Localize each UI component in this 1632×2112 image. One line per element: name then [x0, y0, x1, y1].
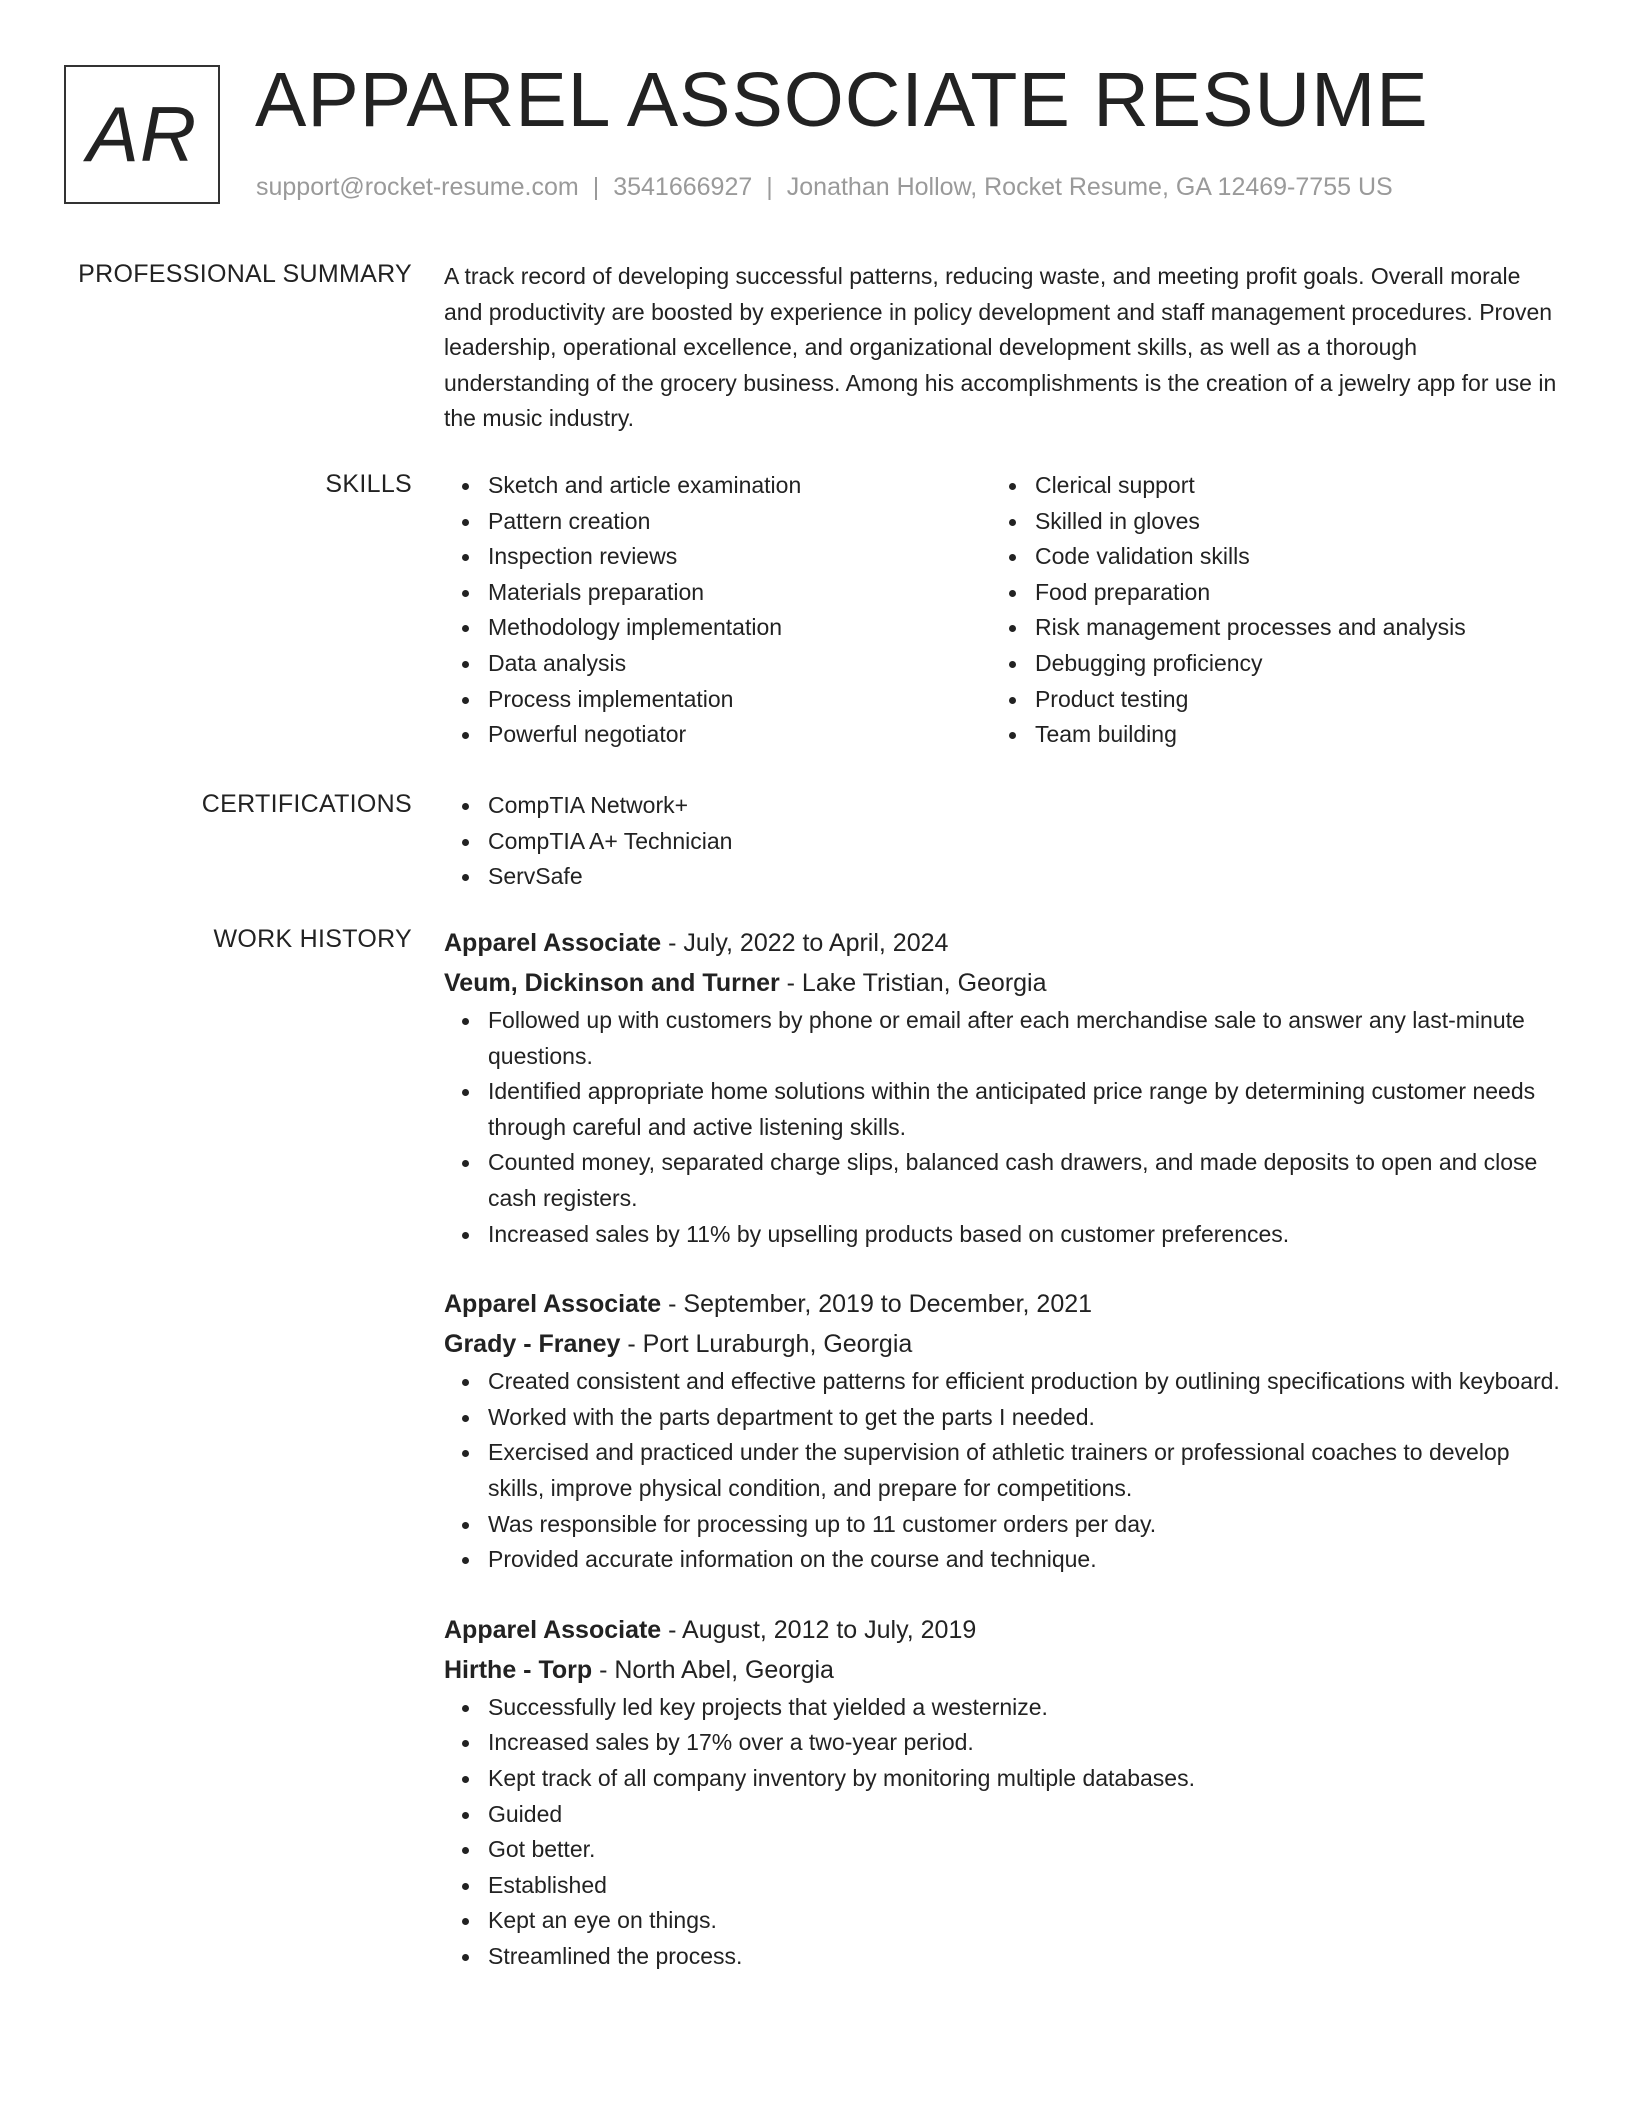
job-title-line [444, 1284, 1560, 1324]
job-bullet: Identified appropriate home solutions within the anticipated price range by determining customer needs through careful and active listening skills. [488, 1074, 1560, 1145]
certification-item: ServSafe [488, 859, 1560, 895]
job-company: Hirthe - Torp [444, 1655, 593, 1684]
section-label-skills: SKILLS [325, 470, 412, 498]
job-dates: - August, 2012 to July, 2019 [661, 1615, 977, 1644]
certification-item: CompTIA A+ Technician [488, 824, 1560, 860]
job-dates: - July, 2022 to April, 2024 [661, 929, 949, 957]
job-bullet: Worked with the parts department to get the parts I needed. [488, 1400, 1560, 1436]
job-bullet: Kept an eye on things. [488, 1903, 1560, 1939]
contact-phone[interactable]: 3541666927 [613, 173, 753, 201]
contact-email[interactable]: support@rocket-resume.com [256, 173, 579, 201]
page-title: APPAREL ASSOCIATE RESUME [255, 57, 1429, 143]
skill-item: Food preparation [1035, 575, 1560, 611]
job-title: Apparel Associate [444, 1290, 662, 1319]
contact-line [256, 173, 1393, 202]
certification-item: CompTIA Network+ [488, 788, 1560, 824]
job-bullet-list [444, 1364, 1560, 1578]
job-bullet: Successfully led key projects that yielded a westernize. [488, 1690, 1560, 1726]
job-entry [444, 1610, 1560, 1975]
job-bullet: Created consistent and effective patterns for efficient production by outlining specifications with keyboard. [488, 1364, 1560, 1400]
section-label-summary: PROFESSIONAL SUMMARY [78, 260, 412, 288]
job-company-line [444, 1324, 1560, 1364]
certifications-list [444, 788, 1560, 895]
skills-column-right [991, 468, 1560, 753]
job-bullet: Got better. [488, 1832, 1560, 1868]
skill-item: Debugging proficiency [1035, 646, 1560, 682]
skill-item: Team building [1035, 717, 1560, 753]
job-bullet: Guided [488, 1797, 1560, 1833]
work-history-body [444, 923, 1560, 2006]
job-bullet-list [444, 1690, 1560, 1975]
summary-text: A track record of developing successful patterns, reducing waste, and meeting profit goals. Overall morale and productivity are boosted by experience in policy development and staff management procedures. Proven leadership, operational excellence, and organizational development skills, as well as a thorough understanding of the grocery business. Among his accomplishments is the creation of a jewelry app for use in the music industry. [444, 263, 1557, 432]
summary-body [444, 258, 1560, 437]
skill-item: Data analysis [488, 646, 991, 682]
skill-item: Product testing [1035, 682, 1560, 718]
job-location: - Port Luraburgh, Georgia [620, 1330, 913, 1359]
job-bullet: Increased sales by 17% over a two-year period. [488, 1725, 1560, 1761]
job-bullet: Exercised and practiced under the supervision of athletic trainers or professional coaches to develop skills, improve physical condition, and prepare for competitions. [488, 1435, 1560, 1506]
job-title: Apparel Associate [444, 929, 662, 957]
contact-separator: | [592, 173, 600, 201]
job-bullet: Followed up with customers by phone or email after each merchandise sale to answer any last-minute questions. [488, 1003, 1560, 1074]
job-bullet: Kept track of all company inventory by monitoring multiple databases. [488, 1761, 1560, 1797]
skill-item: Process implementation [488, 682, 991, 718]
job-company: Veum, Dickinson and Turner [444, 969, 780, 997]
job-company: Grady - Franey [444, 1330, 621, 1359]
skill-item: Clerical support [1035, 468, 1560, 504]
monogram-box [64, 65, 220, 204]
contact-address: Jonathan Hollow, Rocket Resume, GA 12469-7755 US [786, 173, 1393, 201]
skill-item: Skilled in gloves [1035, 504, 1560, 540]
job-company-line [444, 1650, 1560, 1690]
job-entry [444, 1284, 1560, 1578]
monogram-initials: AR [86, 90, 198, 178]
job-bullet: Increased sales by 11% by upselling products based on customer preferences. [488, 1217, 1560, 1253]
job-bullet: Counted money, separated charge slips, balanced cash drawers, and made deposits to open and close cash registers. [488, 1145, 1560, 1216]
skill-item: Pattern creation [488, 504, 991, 540]
certifications-body [444, 788, 1560, 895]
job-bullet: Was responsible for processing up to 11 customer orders per day. [488, 1507, 1560, 1543]
job-entry [444, 923, 1560, 1252]
job-company-line [444, 963, 1560, 1003]
skill-item: Sketch and article examination [488, 468, 991, 504]
contact-separator: | [766, 173, 773, 201]
job-title-line [444, 1610, 1560, 1650]
skill-item: Code validation skills [1035, 539, 1560, 575]
section-label-work-history: WORK HISTORY [213, 925, 412, 953]
job-bullet-list [444, 1003, 1560, 1252]
skill-item: Materials preparation [488, 575, 991, 611]
skill-item: Powerful negotiator [488, 717, 991, 753]
job-title-line [444, 923, 1560, 963]
skill-item: Inspection reviews [488, 539, 991, 575]
job-location: - North Abel, Georgia [592, 1655, 834, 1684]
job-bullet: Established [488, 1868, 1560, 1904]
job-bullet: Streamlined the process. [488, 1939, 1560, 1975]
skill-item: Methodology implementation [488, 610, 991, 646]
job-location: - Lake Tristian, Georgia [779, 969, 1047, 997]
job-dates: - September, 2019 to December, 2021 [661, 1290, 1093, 1319]
job-bullet: Provided accurate information on the course and technique. [488, 1542, 1560, 1578]
job-title: Apparel Associate [444, 1615, 662, 1644]
skills-column-left [444, 468, 991, 753]
section-label-certifications: CERTIFICATIONS [201, 790, 412, 818]
skills-grid [444, 468, 1560, 753]
skill-item: Risk management processes and analysis [1035, 610, 1560, 646]
